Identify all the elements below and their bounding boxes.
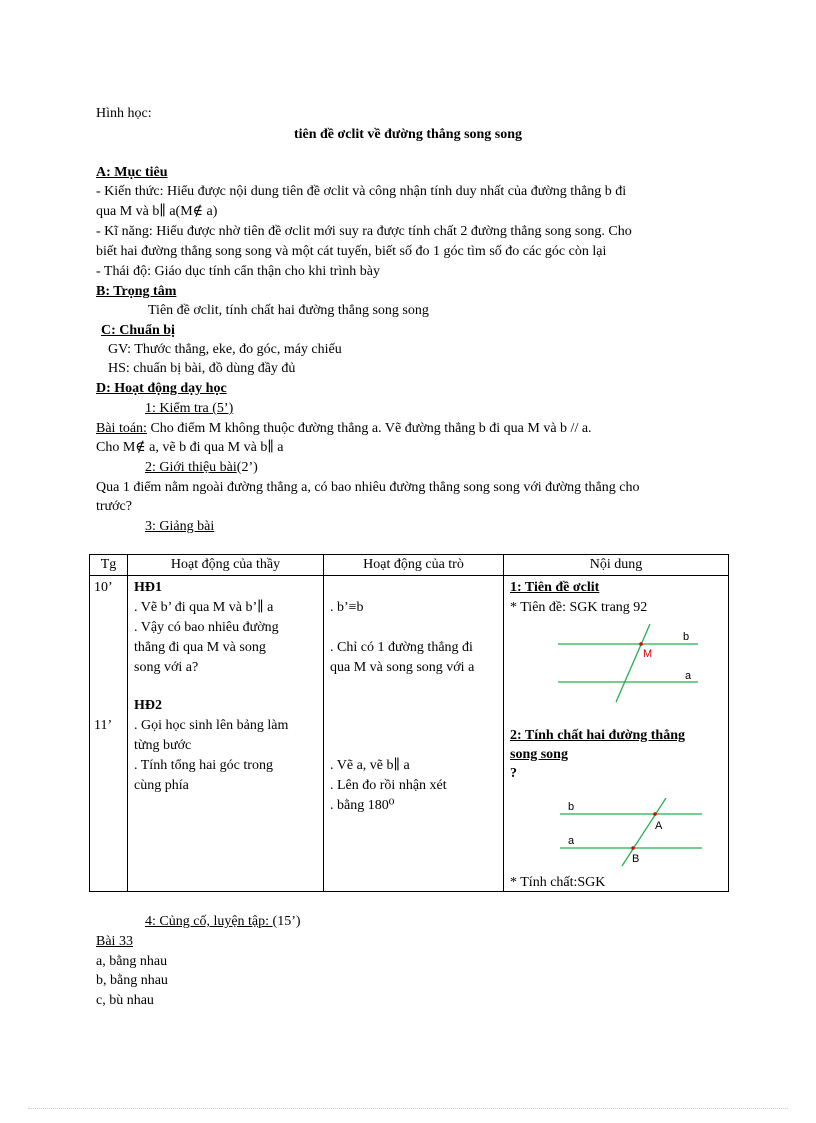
parallel-property-figure: [558, 798, 708, 868]
exercise-label: Bài 33: [96, 934, 133, 949]
question-line-2: trước?: [96, 499, 132, 514]
answer-c: c, bù nhau: [96, 993, 154, 1008]
question-line-1: Qua 1 điểm nằm ngoài đường thẳng a, có bao nhiêu đường thẳng song song với đường thẳng cho: [96, 480, 640, 495]
focus-content: Tiên đề ơclit, tính chất hai đường thẳng song song: [148, 303, 429, 318]
label-a-2: a: [568, 835, 575, 847]
axiom-note: * Tiên đề: SGK trang 92: [510, 600, 648, 615]
content-cell: [504, 576, 729, 892]
point-m-dot: [639, 642, 643, 646]
knowledge-line-2: qua M và b∥ a(M∉ a): [96, 204, 218, 219]
student-line-3: qua M và song song với a: [330, 660, 475, 675]
content-heading-2-line-2: song song: [510, 747, 568, 762]
skill-line-1: - Kĩ năng: Hiểu được nhờ tiên đề ơclit mới suy ra được tính chất 2 đường thẳng song song. Cho: [96, 224, 632, 239]
header-student: Hoạt động của trò: [324, 555, 504, 576]
subject-label: Hình học:: [96, 106, 152, 121]
section-c-heading: C: Chuẩn bị: [101, 323, 175, 338]
point-b-dot: [631, 846, 635, 850]
student-line-6: . bằng 180⁰: [330, 798, 395, 813]
section-a-heading: A: Mục tiêu: [96, 165, 168, 180]
lesson-title: tiên đề ơclit về đường thẳng song song: [293, 127, 523, 142]
property-note: * Tính chất:SGK: [510, 875, 606, 890]
label-b: b: [683, 631, 690, 643]
question-mark: ?: [510, 766, 517, 781]
header-time: Tg: [90, 555, 128, 576]
label-a: a: [685, 670, 692, 682]
header-content: Nội dung: [504, 555, 729, 576]
step-3-lesson: 3: Giảng bài: [145, 519, 215, 534]
student-cell: [324, 576, 504, 892]
transversal-line: [616, 624, 653, 702]
teacher-line-7: . Tính tổng hai góc trong: [134, 758, 273, 773]
content-heading-2-line-1: 2: Tính chất hai đường thẳng: [510, 728, 686, 743]
step-1-check: 1: Kiểm tra (5’): [145, 401, 234, 416]
skill-line-2: biết hai đường thẳng song song và một cát tuyến, biết số đo 1 góc tìm số đo các góc còn lại: [96, 244, 607, 259]
student-prep: HS: chuẩn bị bài, đồ dùng đầy đủ: [108, 361, 296, 376]
step-2-time: (2’): [236, 460, 258, 475]
label-m: M: [643, 648, 653, 660]
student-line-4: . Vẽ a, vẽ b∥ a: [330, 758, 410, 773]
teacher-line-6: từng bước: [134, 738, 192, 753]
teacher-line-4: song với a?: [134, 660, 199, 675]
step-2-intro: [145, 458, 258, 478]
teacher-line-5: . Gọi học sinh lên bảng làm: [134, 718, 289, 733]
teacher-prep: GV: Thước thẳng, eke, đo góc, máy chiếu: [108, 342, 342, 357]
teacher-line-1: . Vẽ b’ đi qua M và b’∥ a: [134, 600, 274, 615]
practice-time: (15’): [272, 914, 301, 929]
problem-label: Bài toán:: [96, 421, 147, 436]
activity-1-label: HĐ1: [134, 580, 162, 595]
teacher-cell: [128, 576, 324, 892]
time-cell: [90, 576, 128, 892]
student-line-1: . b’≡b: [330, 600, 364, 615]
problem-text: Cho điểm M không thuộc đường thẳng a. Vẽ đường thẳng b đi qua M và b // a.: [146, 421, 592, 436]
label-point-b: B: [632, 853, 640, 865]
section-b-heading: B: Trọng tâm: [96, 284, 177, 299]
transversal-line-2: [622, 798, 666, 866]
activity-2-label: HĐ2: [134, 698, 162, 713]
student-line-2: . Chỉ có 1 đường thẳng đi: [330, 640, 473, 655]
time-2: 11’: [94, 718, 113, 733]
header-teacher: Hoạt động của thầy: [128, 555, 324, 576]
page-bottom-divider: [28, 1108, 788, 1109]
table-row: [90, 576, 729, 892]
teacher-line-2: . Vậy có bao nhiêu đường: [134, 620, 279, 635]
teacher-line-8: cùng phía: [134, 778, 189, 793]
answer-a: a, bằng nhau: [96, 954, 168, 969]
label-b-2: b: [568, 801, 575, 813]
teacher-line-3: thẳng đi qua M và song: [134, 640, 266, 655]
practice-heading: [145, 912, 301, 932]
point-a-dot: [653, 812, 657, 816]
step-2-label: 2: Giới thiệu bài: [145, 460, 237, 475]
problem-line-2: Cho M∉ a, vẽ b đi qua M và b∥ a: [96, 440, 284, 455]
section-d-heading: D: Hoạt động dạy học: [96, 381, 227, 396]
time-1: 10’: [94, 580, 113, 595]
content-heading-1: 1: Tiên đề ơclit: [510, 580, 600, 595]
lesson-table: [89, 554, 729, 892]
knowledge-line-1: - Kiến thức: Hiểu được nội dung tiên đề ơclit và công nhận tính duy nhất của đường thẳng b đi: [96, 184, 627, 199]
table-header-row: [90, 555, 729, 576]
answer-b: b, bằng nhau: [96, 973, 168, 988]
student-line-5: . Lên đo rồi nhận xét: [330, 778, 447, 793]
attitude-line: - Thái độ: Giáo dục tính cẩn thận cho khi trình bày: [96, 264, 380, 279]
label-point-a: A: [655, 820, 663, 832]
practice-label: 4: Củng cố, luyện tập:: [145, 914, 273, 929]
problem-line-1: [96, 419, 592, 439]
parallel-axiom-figure: [556, 620, 706, 708]
